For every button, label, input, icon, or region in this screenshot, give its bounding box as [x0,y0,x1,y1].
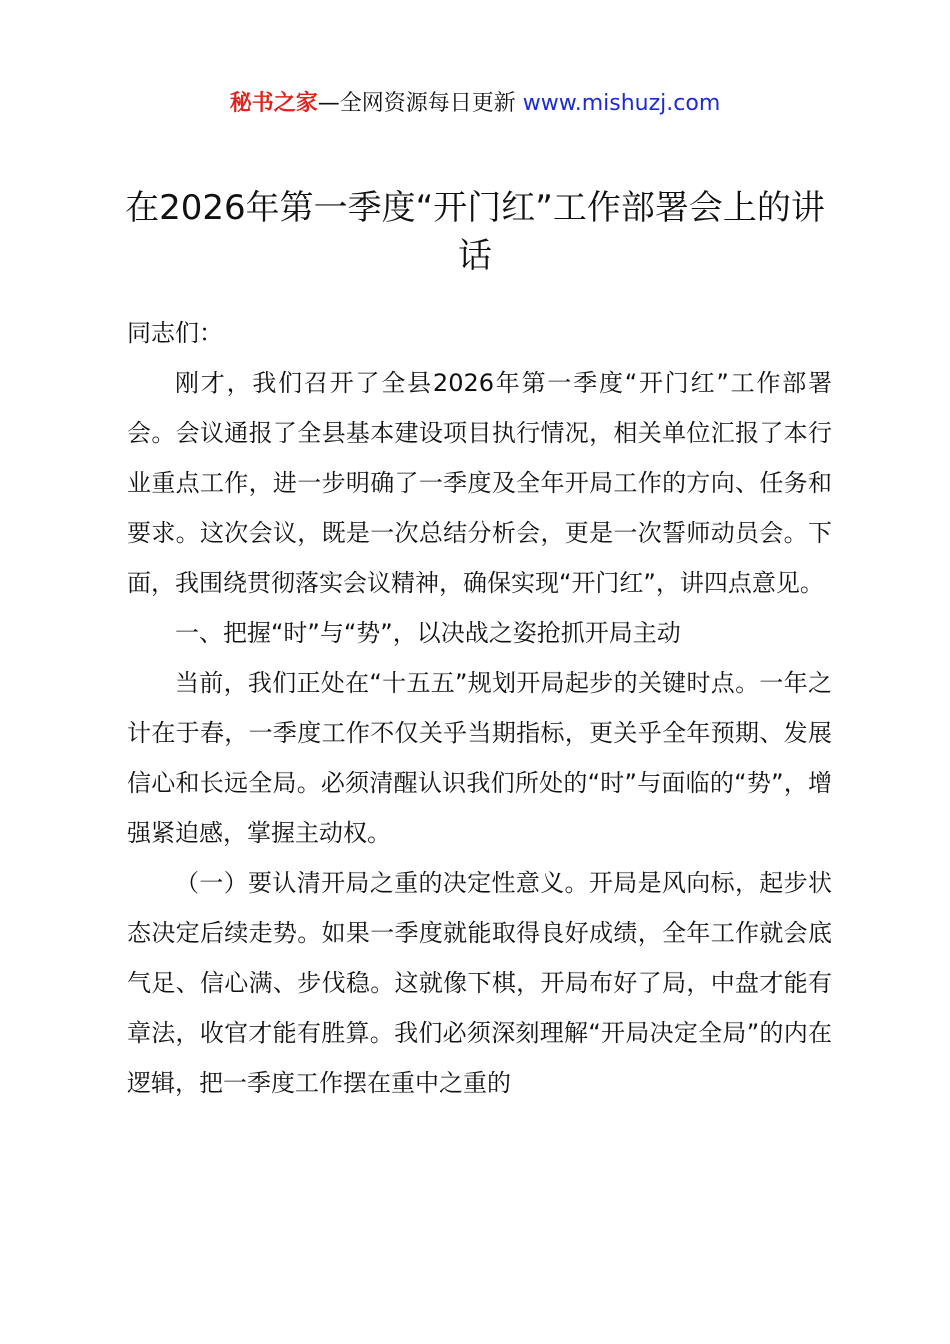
brand-name: 秘书之家 [229,91,318,116]
section-heading: 一、把握“时”与“势”，以决战之姿抢抓开局主动 [175,619,681,647]
header-slogan: —全网资源每日更新 [317,91,516,116]
salutation: 同志们： [127,319,223,347]
site-url-link[interactable]: www.mishuzj.com [522,91,721,116]
paragraph: 刚才，我们召开了全县2026年第一季度“开门红”工作部署会。会议通报了全县基本建设项目执行情况，相关单位汇报了本行业重点工作，进一步明确了一季度及全年开局工作的方向、任务和要求。这次会议，既是一次总结分析会，更是一次誓师动员会。下面，我围绕贯彻落实会议精神，确保实现“开门红”，讲四点意见。 [127,369,832,597]
paragraph: 当前，我们正处在“十五五”规划开局起步的关键时点。一年之计在于春，一季度工作不仅关乎当期指标，更关乎全年预期、发展信心和长远全局。必须清醒认识我们所处的“时”与面临的“势”，增强紧迫感，掌握主动权。 [127,669,832,847]
document-body [127,308,832,1108]
document-title: 在2026年第一季度“开门红”工作部署会上的讲话 [125,188,825,276]
paragraph: （一）要认清开局之重的决定性意义。开局是风向标，起步状态决定后续走势。如果一季度就能取得良好成绩，全年工作就会底气足、信心满、步伐稳。这就像下棋，开局布好了局，中盘才能有章法，收官才能有胜算。我们必须深刻理解“开局决定全局”的内在逻辑，把一季度工作摆在重中之重的 [127,869,832,1097]
site-header [0,88,950,120]
